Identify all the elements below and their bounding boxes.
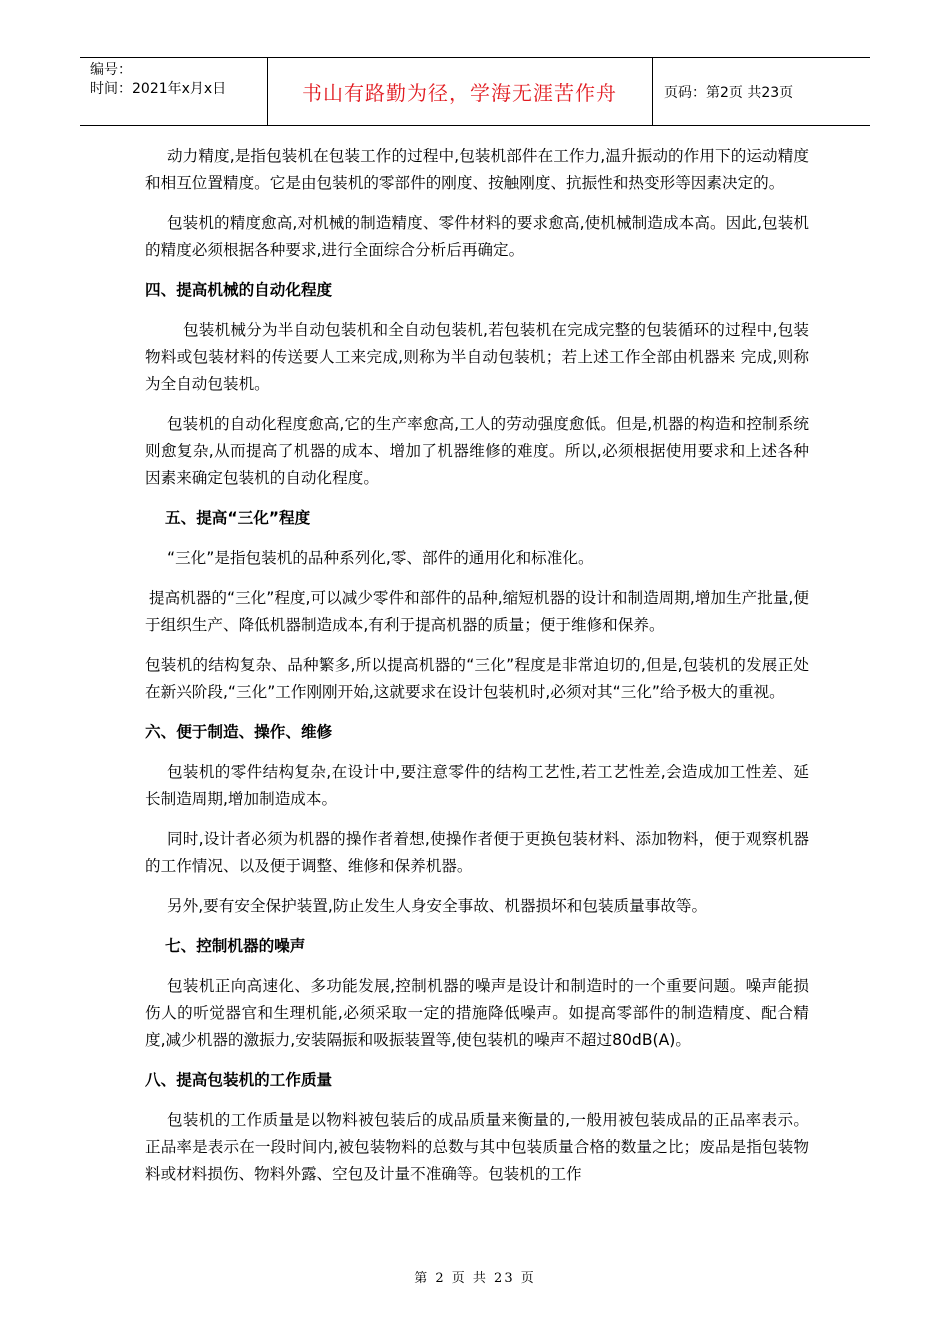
- paragraph: 包装机的自动化程度愈高,它的生产率愈高,工人的劳动强度愈低。但是,机器的构造和控制系统则愈复杂,从而提高了机器的成本、增加了机器维修的难度。所以,必须根据使用要求和上述各种因素来确定包装机的自动化程度。: [145, 415, 809, 487]
- section-heading: 八、提高包装机的工作质量: [145, 1071, 333, 1089]
- paragraph: 包装机的结构复杂、品种繁多,所以提高机器的“三化”程度是非常迫切的,但是,包装机的发展正处在新兴阶段,“三化”工作刚刚开始,这就要求在设计包装机时,必须对其“三化”给予极大的重视。: [145, 656, 809, 701]
- header-motto: 书山有路勤为径，学海无涯苦作舟: [302, 81, 617, 105]
- paragraph: 包装机的工作质量是以物料被包装后的成品质量来衡量的,一般用被包装成品的正品率表示。正品率是表示在一段时间内,被包装物料的总数与其中包装质量合格的数量之比；废品是指包装物料或材料损伤、物料外露、空包及计量不准确等。包装机的工作: [145, 1111, 809, 1183]
- section-heading: 七、控制机器的噪声: [165, 937, 306, 955]
- paragraph: 提高机器的“三化”程度,可以减少零件和部件的品种,缩短机器的设计和制造周期,增加生产批量,便于组织生产、降低机器制造成本,有利于提高机器的质量；便于维修和保养。: [145, 589, 809, 634]
- section-heading: 五、提高“三化”程度: [165, 509, 311, 527]
- section-heading: 六、便于制造、操作、维修: [145, 723, 333, 741]
- paragraph: 包装机正向高速化、多功能发展,控制机器的噪声是设计和制造时的一个重要问题。噪声能损伤人的听觉器官和生理机能,必须采取一定的措施降低噪声。如提高零部件的制造精度、配合精度,减少机器的激振力,安装隔振和吸振装置等,使包装机的噪声不超过80dB(A)。: [145, 977, 809, 1049]
- page-header: [80, 57, 870, 126]
- paragraph: 另外,要有安全保护装置,防止发生人身安全事故、机器损坏和包装质量事故等。: [167, 897, 708, 915]
- document-body: [145, 143, 809, 1201]
- section-heading: 四、提高机械的自动化程度: [145, 281, 333, 299]
- paragraph: 包装机的零件结构复杂,在设计中,要注意零件的结构工艺性,若工艺性差,会造成加工性差、延长制造周期,增加制造成本。: [145, 763, 809, 808]
- doc-number-label: 编号：: [90, 62, 132, 78]
- header-meta: [90, 61, 226, 99]
- header-page-info: 页码：第2页 共23页: [664, 84, 794, 101]
- paragraph: 同时,设计者必须为机器的操作者着想,使操作者便于更换包装材料、添加物料，便于观察机器的工作情况、以及便于调整、维修和保养机器。: [145, 830, 809, 875]
- doc-time-label: 时间：2021年x月x日: [90, 81, 227, 97]
- paragraph: 包装机械分为半自动包装机和全自动包装机,若包装机在完成完整的包装循环的过程中,包装物料或包装材料的传送要人工来完成,则称为半自动包装机；若上述工作全部由机器来 完成,则称为全自动包装机。: [145, 321, 809, 393]
- paragraph: 包装机的精度愈高,对机械的制造精度、零件材料的要求愈高,使机械制造成本高。因此,包装机的精度必须根据各种要求,进行全面综合分析后再确定。: [145, 214, 809, 259]
- paragraph: 动力精度,是指包装机在包装工作的过程中,包装机部件在工作力,温升振动的作用下的运动精度和相互位置精度。它是由包装机的零部件的刚度、按触刚度、抗振性和热变形等因素决定的。: [145, 147, 809, 192]
- page-footer: 第 2 页 共 23 页: [414, 1271, 536, 1286]
- paragraph: “三化”是指包装机的品种系列化,零、部件的通用化和标准化。: [167, 549, 594, 567]
